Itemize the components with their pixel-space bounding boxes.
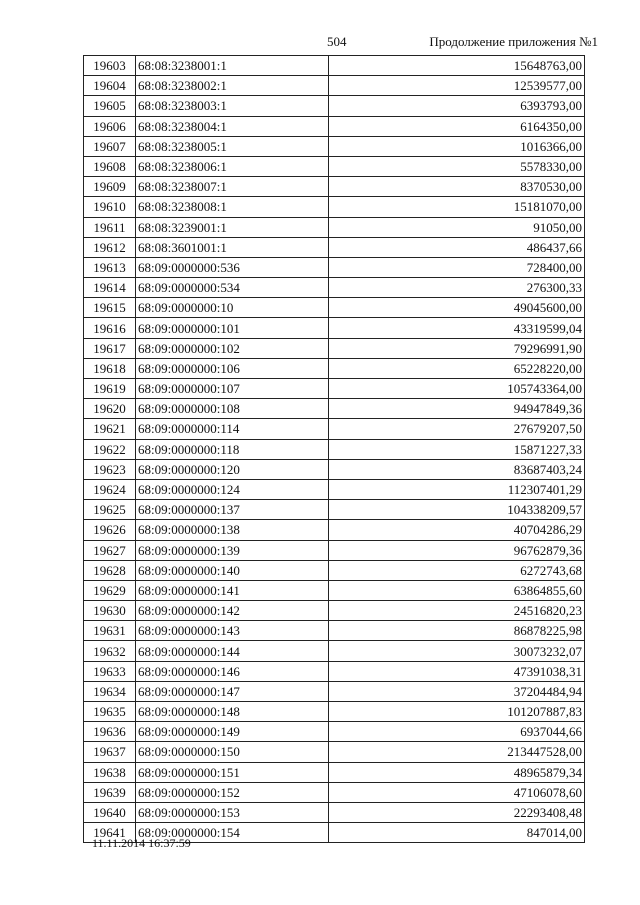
value-cell: 8370530,00 [329,177,585,197]
table-row [84,439,585,459]
cadastral-number-cell: 68:09:0000000:108 [136,399,329,419]
row-number-cell: 19623 [84,459,136,479]
cadastral-number-cell: 68:09:0000000:154 [136,823,329,843]
table-row [84,742,585,762]
table-row [84,782,585,802]
row-number-cell: 19624 [84,479,136,499]
cadastral-number-cell: 68:09:0000000:106 [136,358,329,378]
cadastral-number-cell: 68:09:0000000:151 [136,762,329,782]
row-number-cell: 19630 [84,601,136,621]
cadastral-number-cell: 68:09:0000000:148 [136,702,329,722]
value-cell: 30073232,07 [329,641,585,661]
table-row [84,358,585,378]
row-number-cell: 19611 [84,217,136,237]
table-row [84,762,585,782]
row-number-cell: 19625 [84,500,136,520]
row-number-cell: 19615 [84,298,136,318]
cadastral-number-cell: 68:09:0000000:140 [136,560,329,580]
cadastral-number-cell: 68:09:0000000:107 [136,379,329,399]
table-row [84,500,585,520]
table-row [84,56,585,76]
page-caption: Продолжение приложения №1 [429,34,598,49]
cadastral-number-cell: 68:09:0000000:150 [136,742,329,762]
table-row [84,399,585,419]
table-row [84,621,585,641]
cadastral-number-cell: 68:08:3238005:1 [136,136,329,156]
cadastral-number-cell: 68:08:3238002:1 [136,76,329,96]
table-row [84,379,585,399]
row-number-cell: 19617 [84,338,136,358]
row-number-cell: 19610 [84,197,136,217]
value-cell: 65228220,00 [329,358,585,378]
table-row [84,419,585,439]
cadastral-number-cell: 68:08:3238004:1 [136,116,329,136]
value-cell: 101207887,83 [329,702,585,722]
value-cell: 47106078,60 [329,782,585,802]
value-cell: 112307401,29 [329,479,585,499]
value-cell: 15648763,00 [329,56,585,76]
value-cell: 79296991,90 [329,338,585,358]
cadastral-number-cell: 68:09:0000000:102 [136,338,329,358]
cadastral-number-cell: 68:09:0000000:534 [136,278,329,298]
table-row [84,802,585,822]
cadastral-number-cell: 68:08:3601001:1 [136,237,329,257]
row-number-cell: 19634 [84,681,136,701]
cadastral-number-cell: 68:09:0000000:114 [136,419,329,439]
row-number-cell: 19620 [84,399,136,419]
value-cell: 5578330,00 [329,156,585,176]
cadastral-number-cell: 68:09:0000000:141 [136,580,329,600]
row-number-cell: 19606 [84,116,136,136]
table-row [84,177,585,197]
cadastral-number-cell: 68:09:0000000:152 [136,782,329,802]
table-row [84,681,585,701]
value-cell: 6272743,68 [329,560,585,580]
row-number-cell: 19609 [84,177,136,197]
row-number-cell: 19626 [84,520,136,540]
value-cell: 486437,66 [329,237,585,257]
value-cell: 213447528,00 [329,742,585,762]
value-cell: 276300,33 [329,278,585,298]
value-cell: 15871227,33 [329,439,585,459]
registry-table [83,55,585,843]
cadastral-number-cell: 68:08:3239001:1 [136,217,329,237]
page-number: 504 [327,34,347,49]
value-cell: 104338209,57 [329,500,585,520]
cadastral-number-cell: 68:09:0000000:120 [136,459,329,479]
row-number-cell: 19613 [84,257,136,277]
table-row [84,702,585,722]
cadastral-number-cell: 68:09:0000000:536 [136,257,329,277]
row-number-cell: 19604 [84,76,136,96]
value-cell: 63864855,60 [329,580,585,600]
cadastral-number-cell: 68:09:0000000:10 [136,298,329,318]
row-number-cell: 19639 [84,782,136,802]
row-number-cell: 19632 [84,641,136,661]
value-cell: 47391038,31 [329,661,585,681]
cadastral-number-cell: 68:09:0000000:139 [136,540,329,560]
cadastral-number-cell: 68:08:3238001:1 [136,56,329,76]
table-row [84,217,585,237]
table-row [84,540,585,560]
cadastral-number-cell: 68:08:3238008:1 [136,197,329,217]
table-row [84,580,585,600]
table-row [84,197,585,217]
cadastral-number-cell: 68:09:0000000:149 [136,722,329,742]
table-body [84,56,585,843]
table-row [84,722,585,742]
row-number-cell: 19637 [84,742,136,762]
row-number-cell: 19618 [84,358,136,378]
value-cell: 83687403,24 [329,459,585,479]
value-cell: 91050,00 [329,217,585,237]
row-number-cell: 19641 [84,823,136,843]
row-number-cell: 19627 [84,540,136,560]
value-cell: 96762879,36 [329,540,585,560]
value-cell: 40704286,29 [329,520,585,540]
row-number-cell: 19633 [84,661,136,681]
table-row [84,601,585,621]
value-cell: 6937044,66 [329,722,585,742]
cadastral-number-cell: 68:09:0000000:153 [136,802,329,822]
cadastral-number-cell: 68:09:0000000:124 [136,479,329,499]
value-cell: 22293408,48 [329,802,585,822]
value-cell: 6164350,00 [329,116,585,136]
table-row [84,661,585,681]
value-cell: 12539577,00 [329,76,585,96]
value-cell: 6393793,00 [329,96,585,116]
row-number-cell: 19631 [84,621,136,641]
table-row [84,459,585,479]
value-cell: 728400,00 [329,257,585,277]
cadastral-number-cell: 68:09:0000000:147 [136,681,329,701]
cadastral-number-cell: 68:09:0000000:137 [136,500,329,520]
row-number-cell: 19629 [84,580,136,600]
cadastral-number-cell: 68:09:0000000:144 [136,641,329,661]
cadastral-number-cell: 68:09:0000000:138 [136,520,329,540]
row-number-cell: 19621 [84,419,136,439]
value-cell: 48965879,34 [329,762,585,782]
row-number-cell: 19635 [84,702,136,722]
table-row [84,318,585,338]
row-number-cell: 19612 [84,237,136,257]
table-row [84,237,585,257]
value-cell: 24516820,23 [329,601,585,621]
table-row [84,278,585,298]
table-row [84,136,585,156]
value-cell: 49045600,00 [329,298,585,318]
table-row [84,298,585,318]
row-number-cell: 19614 [84,278,136,298]
cadastral-number-cell: 68:09:0000000:142 [136,601,329,621]
value-cell: 94947849,36 [329,399,585,419]
table-row [84,338,585,358]
row-number-cell: 19616 [84,318,136,338]
cadastral-number-cell: 68:08:3238006:1 [136,156,329,176]
table-row [84,560,585,580]
table-row [84,76,585,96]
cadastral-number-cell: 68:08:3238003:1 [136,96,329,116]
cadastral-number-cell: 68:09:0000000:101 [136,318,329,338]
cadastral-number-cell: 68:09:0000000:143 [136,621,329,641]
row-number-cell: 19603 [84,56,136,76]
row-number-cell: 19636 [84,722,136,742]
table-row [84,641,585,661]
row-number-cell: 19622 [84,439,136,459]
row-number-cell: 19605 [84,96,136,116]
timestamp: 11.11.2014 16:37:59 [92,836,191,850]
row-number-cell: 19608 [84,156,136,176]
table-row [84,156,585,176]
row-number-cell: 19640 [84,802,136,822]
value-cell: 15181070,00 [329,197,585,217]
cadastral-number-cell: 68:09:0000000:146 [136,661,329,681]
cadastral-number-cell: 68:09:0000000:118 [136,439,329,459]
value-cell: 105743364,00 [329,379,585,399]
table-row [84,116,585,136]
table-row [84,257,585,277]
value-cell: 86878225,98 [329,621,585,641]
table-row [84,96,585,116]
cadastral-number-cell: 68:08:3238007:1 [136,177,329,197]
row-number-cell: 19607 [84,136,136,156]
row-number-cell: 19628 [84,560,136,580]
value-cell: 37204484,94 [329,681,585,701]
row-number-cell: 19638 [84,762,136,782]
value-cell: 27679207,50 [329,419,585,439]
value-cell: 43319599,04 [329,318,585,338]
value-cell: 847014,00 [329,823,585,843]
table-row [84,520,585,540]
table-row [84,479,585,499]
row-number-cell: 19619 [84,379,136,399]
value-cell: 1016366,00 [329,136,585,156]
